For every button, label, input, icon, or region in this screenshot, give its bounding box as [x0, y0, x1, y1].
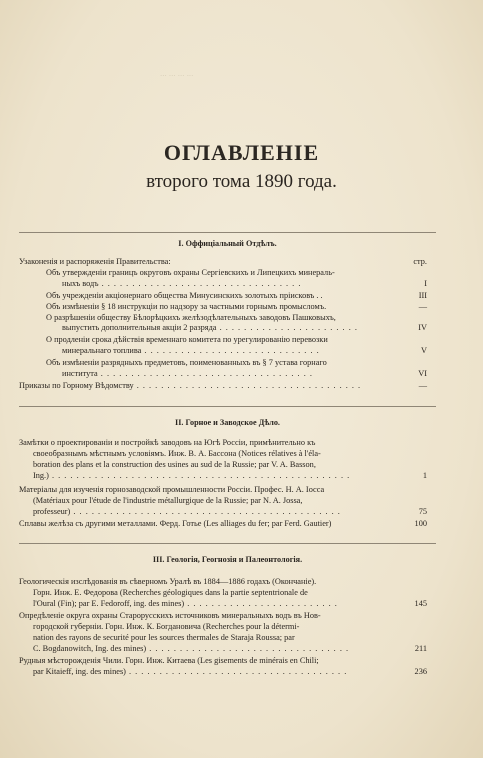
- toc-line: (Matériaux pour l'étude de l'industrie métallurgique de la Russie; par N. A. Jossa,: [33, 496, 303, 505]
- toc-line: института . . . . . . . . . . . . . . . . . . . . . . . . . . . . . . . . . . .: [62, 369, 313, 378]
- page-number: V: [421, 346, 427, 355]
- toc-line: l'Oural (Fin); par E. Fedoroff, ing. des mines) . . . . . . . . . . . . . . . . . . . . . . . . .: [33, 599, 338, 608]
- toc-line: Матеріалы для изученія горнозаводской промышленности Россіи. Профес. Н. А. Іосса: [19, 485, 325, 494]
- page-number: 236: [414, 667, 427, 676]
- section-heading: I. Оффиціальный Отдѣлъ.: [178, 239, 277, 248]
- page-number: —: [418, 381, 427, 390]
- toc-line: Замѣтки о проектированіи и постройкѣ заводовъ на Югѣ Россіи, примѣнительно къ: [19, 438, 316, 447]
- toc-line: городской губерніи. Горн. Инж. К. Богдановича (Recherches pour la détermi-: [33, 622, 300, 631]
- section-divider: [19, 232, 436, 233]
- toc-line: par Kitaieff, ing. des mines) . . . . . . . . . . . . . . . . . . . . . . . . . . . . . . . . . . . .: [33, 667, 348, 676]
- toc-line: Объ измѣненіи разрядныхъ предметовъ, поименованныхъ въ § 7 устава горнаго: [46, 358, 327, 367]
- page-number: 1: [422, 471, 427, 480]
- toc-line: Ing.) . . . . . . . . . . . . . . . . . . . . . . . . . . . . . . . . . . . . . . . . . . . . . . . . .: [33, 471, 351, 480]
- toc-line: Рудныя мѣсторожденія Чили. Горн. Инж. Китаева (Les gisements de minérais en Chili;: [19, 656, 319, 665]
- page-number: VI: [418, 369, 427, 378]
- page-number: I: [424, 279, 427, 288]
- page-number: 145: [414, 599, 427, 608]
- toc-line: professeur) . . . . . . . . . . . . . . . . . . . . . . . . . . . . . . . . . . . . . . . . . . . .: [33, 507, 341, 516]
- toc-line: минеральнаго топлива . . . . . . . . . . . . . . . . . . . . . . . . . . . . .: [62, 346, 320, 355]
- toc-line: О разрѣшеніи обществу Бѣлорѣцкихъ желѣзодѣлательныхъ заводовъ Пашковыхъ,: [46, 313, 336, 322]
- toc-line: Узаконенія и распоряженія Правительства:: [19, 257, 171, 266]
- toc-line: Объ утвержденіи границъ округовъ охраны Сергіевскихъ и Липецкихъ минераль-: [46, 268, 335, 277]
- page-number: 100: [414, 519, 427, 528]
- toc-line: C. Bogdanowitch, Ing. des mines) . . . . . . . . . . . . . . . . . . . . . . . . . . . . . . . . .: [33, 644, 350, 653]
- section-heading: II. Горное и Заводское Дѣло.: [175, 418, 280, 427]
- page-subtitle: второго тома 1890 года.: [146, 171, 337, 192]
- page-number: IV: [418, 323, 427, 332]
- toc-line: ныхъ водъ . . . . . . . . . . . . . . . . . . . . . . . . . . . . . . . . .: [62, 279, 302, 288]
- toc-line: выпустить дополнительныя акціи 2 разряда . . . . . . . . . . . . . . . . . . . . . . .: [62, 323, 358, 332]
- toc-line: Сплавы желѣза съ другими металлами. Ферд. Готье (Les alliages du fer; par Ferd. Gautier): [19, 519, 332, 528]
- toc-line: О продленіи срока дѣйствія временнаго комитета по урегулированію перевозки: [46, 335, 328, 344]
- toc-line: Приказы по Горному Вѣдомству . . . . . . . . . . . . . . . . . . . . . . . . . . . . . . . . . . . . .: [19, 381, 362, 390]
- toc-line: своеобразнымъ мѣстнымъ условіямъ. Инж. В. А. Бассона (Notices rélatives à l'éla-: [33, 449, 321, 458]
- section-divider: [19, 543, 436, 544]
- toc-line: Опредѣленіе округа охраны Старорусскихъ источниковъ минеральныхъ водъ въ Нов-: [19, 611, 321, 620]
- page-number: III: [418, 291, 427, 300]
- bleed-through-text: ... ... ... ...: [160, 70, 194, 78]
- page-number: 75: [418, 507, 427, 516]
- page-number: 211: [414, 644, 427, 653]
- toc-line: Горн. Инж. Е. Федорова (Recherches géologiques dans la partie septentrionale de: [33, 588, 308, 597]
- toc-line: Объ измѣненіи § 18 инструкціи по надзору за частными горнымъ промысломъ.: [46, 302, 327, 311]
- page-title: ОГЛАВЛЕНІЕ: [163, 140, 320, 165]
- toc-line: Объ учрежденіи акціонернаго общества Минусинскихъ золотыхъ пріисковъ . .: [46, 291, 323, 300]
- page-number: стр.: [413, 257, 427, 266]
- section-heading: III. Геологія, Геогнозія и Палеонтологія.: [152, 555, 303, 564]
- toc-line: boration des plans et la construction des usines au sud de la Russie; par V. A. Basson,: [33, 460, 316, 469]
- toc-line: Геологическія изслѣдованія въ сѣверномъ Уралѣ въ 1884—1886 годахъ (Окончаніе).: [19, 577, 317, 586]
- page-number: —: [418, 302, 427, 311]
- section-divider: [19, 406, 436, 407]
- toc-line: nation des rayons de securité pour les sources thermales de Staraja Roussa; par: [33, 633, 295, 642]
